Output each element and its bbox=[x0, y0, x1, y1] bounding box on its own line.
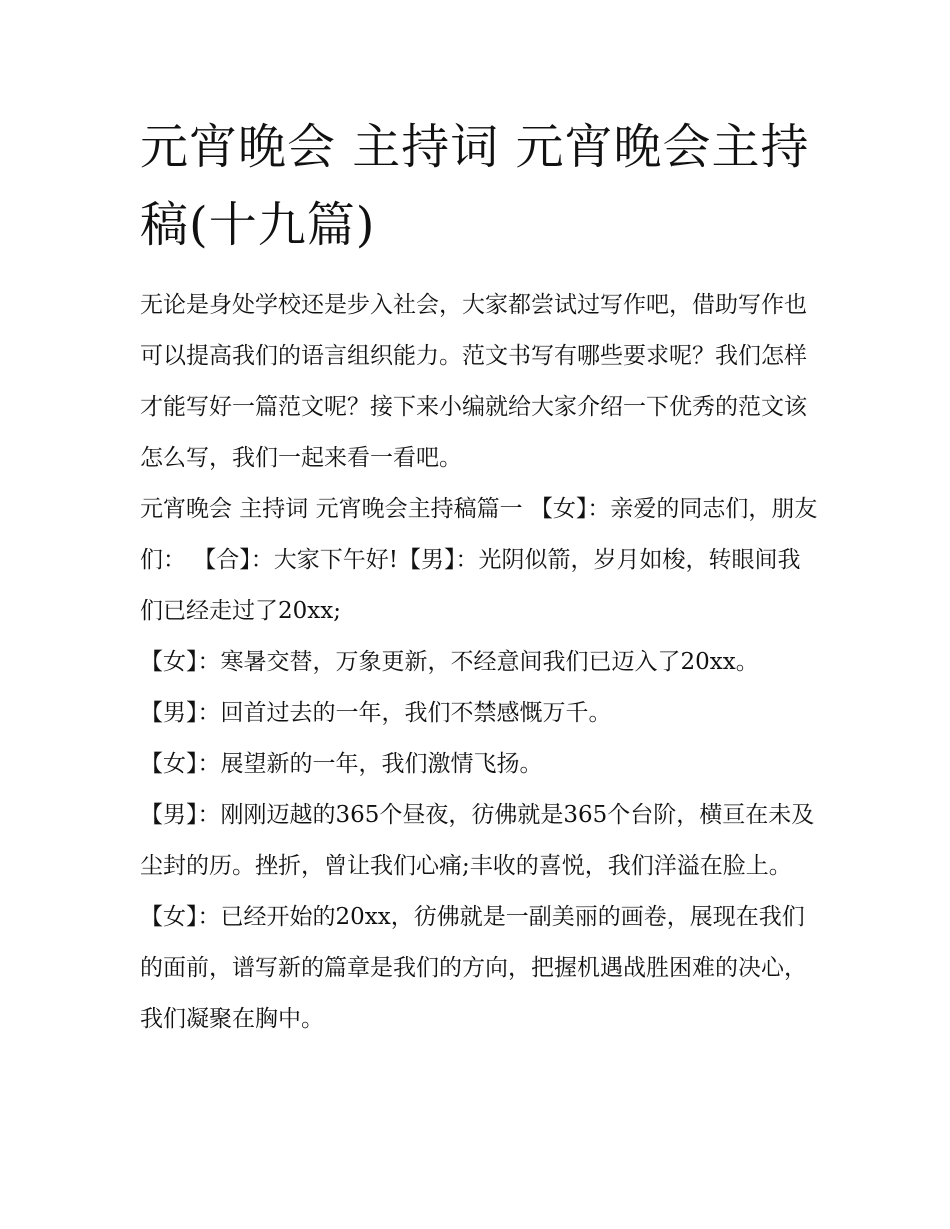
body-paragraph: 【女】：寒暑交替，万象更新，不经意间我们已迈入了20xx。 【男】：回首过去的一年，我们不禁感慨万千。 bbox=[140, 649, 759, 726]
document-page bbox=[140, 108, 820, 1045]
body-paragraph: 【女】：展望新的一年，我们激情飞扬。 bbox=[140, 751, 543, 777]
body-paragraph: 【女】：已经开始的20xx，彷佛就是一副美丽的画卷，展现在我们的面前，谱写新的篇章是我们的方向，把握机遇战胜困难的决心，我们凝聚在胸中。 bbox=[140, 904, 807, 1032]
body-paragraph: 元宵晚会 主持词 元宵晚会主持稿篇一 【女】：亲爱的同志们，朋友们： 【合】：大家下午好!【男】：光阴似箭，岁月如梭，转眼间我们已经走过了20xx; bbox=[140, 496, 818, 624]
body-paragraph: 【男】：刚刚迈越的365个昼夜，彷佛就是365个台阶，横亘在未及尘封的历。挫折，曾让我们心痛;丰收的喜悦，我们洋溢在脸上。 bbox=[140, 802, 815, 879]
document-title: 元宵晚会 主持词 元宵晚会主持稿(十九篇) bbox=[140, 119, 810, 253]
intro-paragraph: 无论是身处学校还是步入社会，大家都尝试过写作吧，借助写作也可以提高我们的语言组织能力。范文书写有哪些要求呢？我们怎样才能写好一篇范文呢？接下来小编就给大家介绍一下优秀的范文该怎么写，我们一起来看一看吧。 bbox=[140, 292, 807, 471]
